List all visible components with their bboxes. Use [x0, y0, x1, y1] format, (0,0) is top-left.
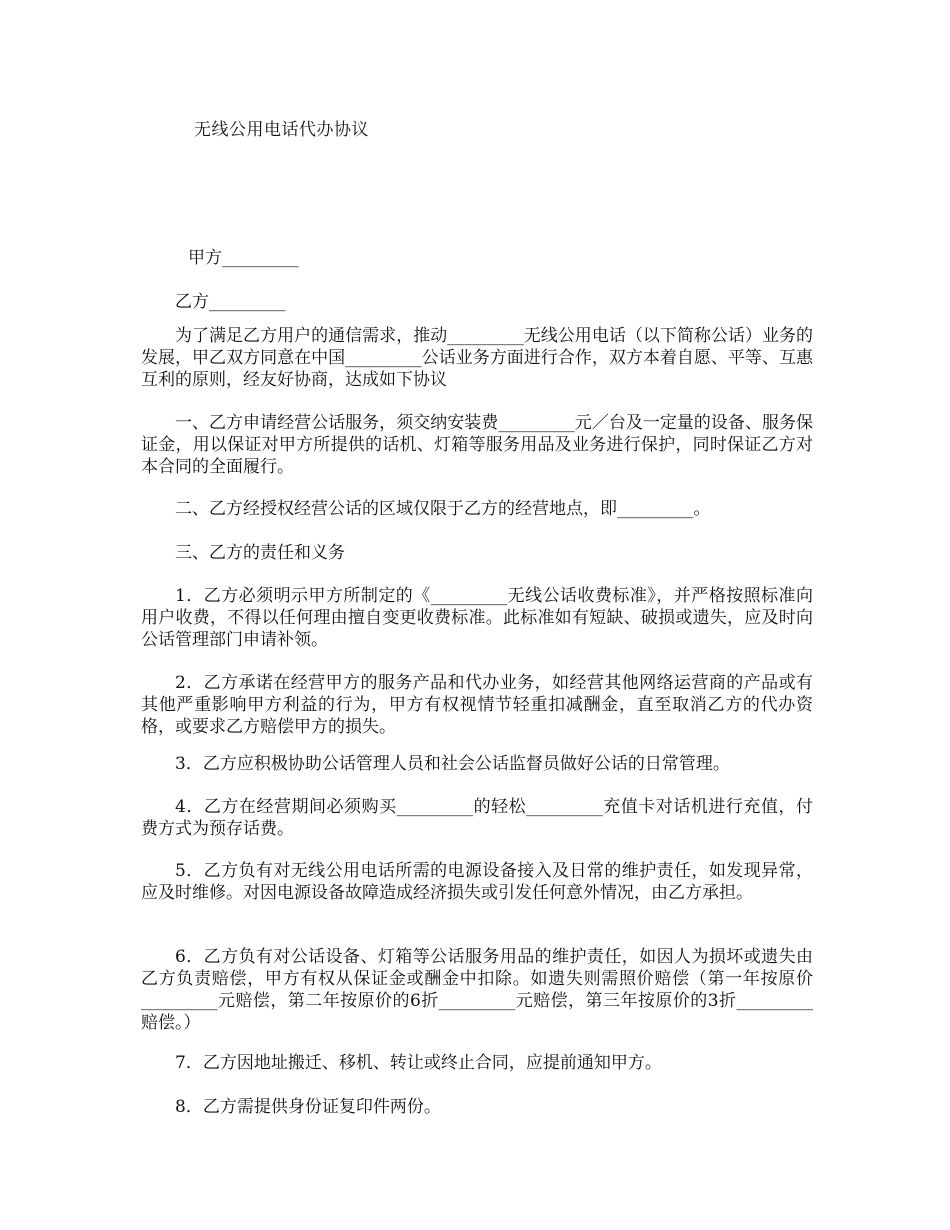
item-6-paragraph: 6．乙方负有对公话设备、灯箱等公话服务用品的维护责任，如因人为损坏或遗失由乙方负责赔偿，甲方有权从保证金或酬金中扣除。如遗失则需照价赔偿（第一年按原价_________元赔偿，第二年按原价的6折_________元赔偿，第三年按原价的3折_________赔偿。） [141, 947, 813, 1033]
item-2-paragraph: 2．乙方承诺在经营甲方的服务产品和代办业务，如经营其他网络运营商的产品或有其他严重影响甲方利益的行为，甲方有权视情节轻重扣减酬金，直至取消乙方的代办资格，或要求乙方赔偿甲方的损失。 [141, 673, 813, 737]
clause-3-heading: 三、乙方的责任和义务 [175, 543, 345, 563]
clause-1-paragraph: 一、乙方申请经营公话服务，须交纳安装费_________元／台及一定量的设备、服务保证金，用以保证对甲方所提供的话机、灯箱等服务用品及业务进行保护，同时保证乙方对本合同的全面履行。 [141, 413, 813, 477]
clause-2-paragraph: 二、乙方经授权经营公话的区域仅限于乙方的经营地点，即_________。 [175, 499, 711, 519]
item-5-paragraph: 5．乙方负有对无线公用电话所需的电源设备接入及日常的维护责任，如发现异常，应及时维修。对因电源设备故障造成经济损失或引发任何意外情况，由乙方承担。 [141, 861, 813, 903]
item-7-paragraph: 7．乙方因地址搬迁、移机、转让或终止合同，应提前通知甲方。 [175, 1053, 662, 1073]
item-8-paragraph: 8．乙方需提供身份证复印件两份。 [175, 1097, 441, 1117]
item-1-paragraph: 1．乙方必须明示甲方所制定的《_________无线公话收费标准》，并严格按照标准向用户收费，不得以任何理由擅自变更收费标准。此标准如有短缺、破损或遗失，应及时向公话管理部门申请补领。 [141, 586, 813, 650]
item-3-paragraph: 3．乙方应积极协助公话管理人员和社会公话监督员做好公话的日常管理。 [175, 754, 730, 774]
document-title: 无线公用电话代办协议 [194, 120, 369, 140]
party-b-line: 乙方_________ [175, 292, 286, 312]
item-4-paragraph: 4．乙方在经营期间必须购买_________的轻松_________充值卡对话机进行充值，付费方式为预存话费。 [141, 797, 813, 839]
preamble-paragraph: 为了满足乙方用户的通信需求，推动_________无线公用电话（以下简称公话）业务的发展，甲乙双方同意在中国_________公话业务方面进行合作，双方本着自愿、平等、互惠互利的原则，经友好协商，达成如下协议 [141, 326, 813, 390]
party-a-line: 甲方_________ [188, 248, 299, 268]
